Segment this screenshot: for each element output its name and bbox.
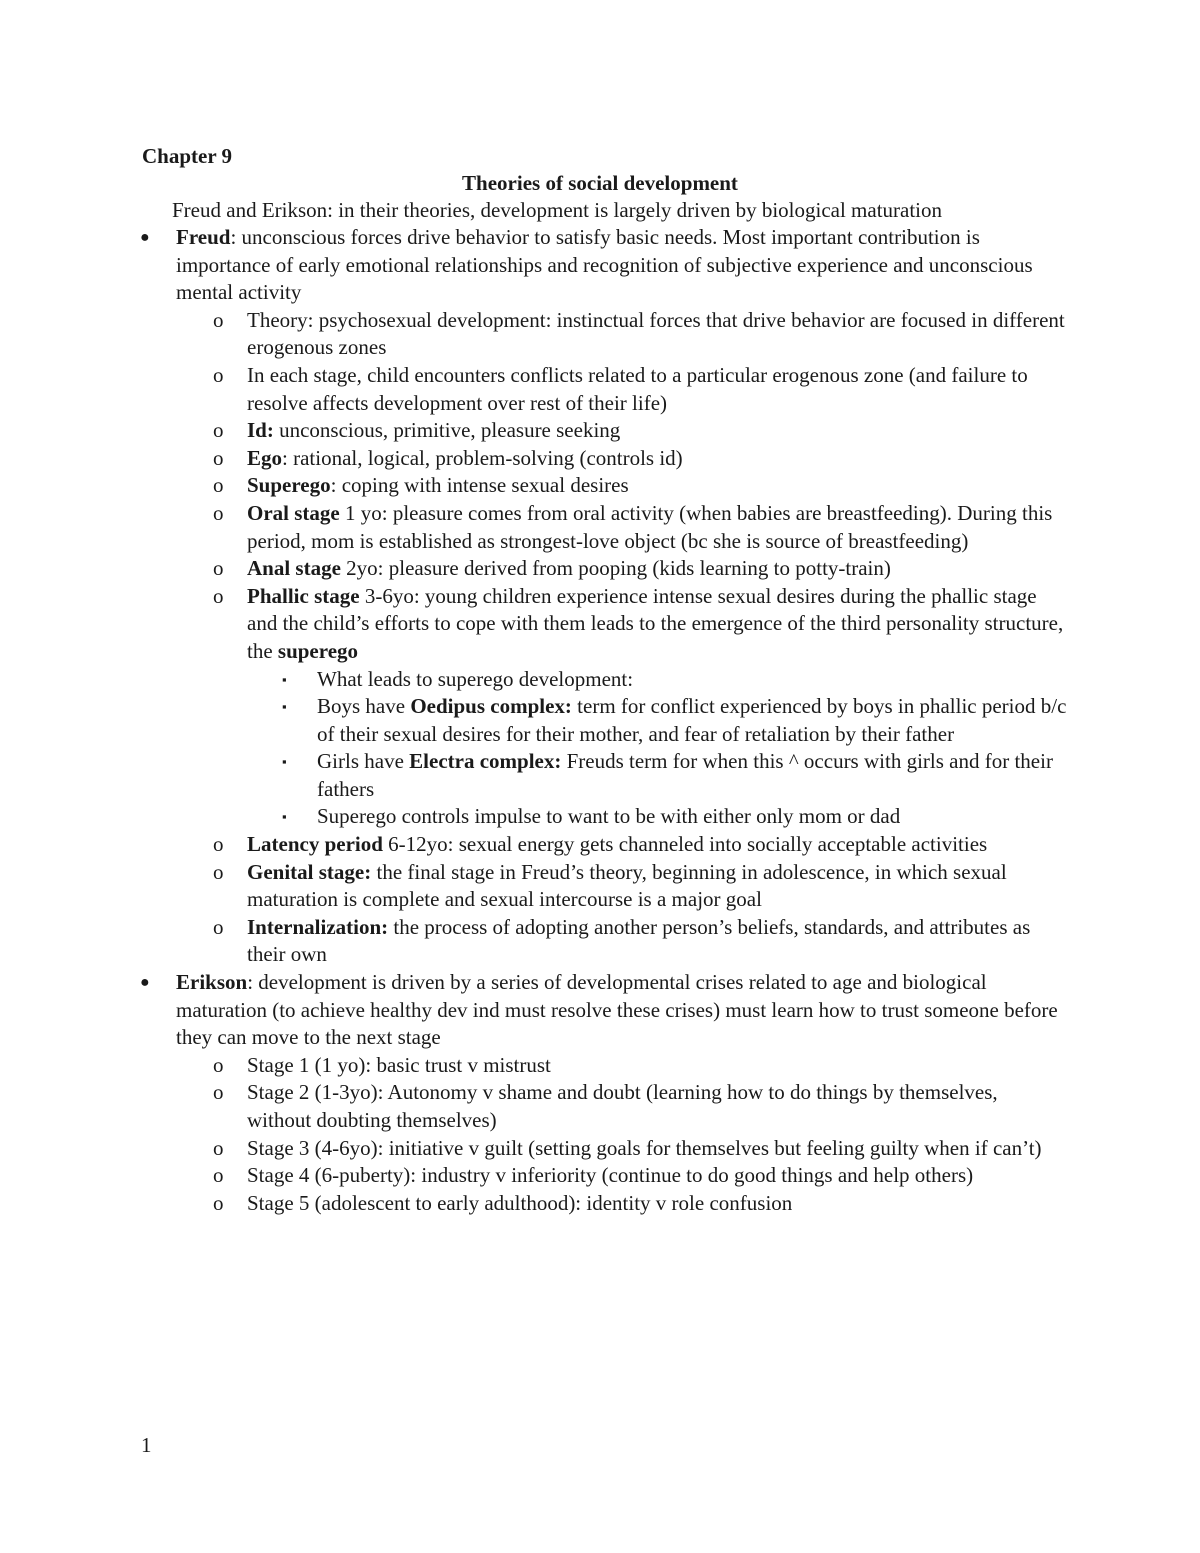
- bullet-marker: ●: [140, 229, 150, 246]
- circle-marker: o: [213, 583, 224, 608]
- item-text: the final stage in Freud’s theory, beginning in adolescence, in which sexual maturation is complete and sexual intercourse is a major goal: [247, 859, 1007, 912]
- item-text: What leads to superego development:: [317, 666, 634, 691]
- list-item: [0, 914, 1067, 969]
- item-text: : rational, logical, problem-solving (controls id): [282, 445, 683, 470]
- item-text: term for conflict experienced by boys in phallic period b/c of their sexual desires for their mother, and fear of retaliation by their father: [317, 694, 1067, 746]
- term-superego: Superego: [247, 473, 331, 498]
- square-marker: ▪: [282, 809, 287, 825]
- list-item: [0, 1162, 1067, 1190]
- circle-marker: o: [213, 362, 224, 387]
- item-text: Theory: psychosexual development: instinctual forces that drive behavior are focused in different erogenous zones: [247, 307, 1065, 360]
- circle-marker: o: [213, 1190, 224, 1215]
- list-item: [0, 362, 1067, 417]
- item-text: Stage 4 (6-puberty): industry v inferiority (continue to do good things and help others): [247, 1163, 974, 1188]
- sub-list-item: [0, 666, 1067, 694]
- bullet-marker: ●: [140, 974, 150, 992]
- circle-marker: o: [213, 859, 224, 884]
- sub-list-item: [0, 693, 1067, 748]
- circle-marker: o: [213, 1052, 224, 1077]
- term-genital-stage: Genital stage:: [247, 859, 372, 884]
- square-marker: ▪: [282, 754, 287, 770]
- outline: [0, 224, 1200, 1217]
- page-title: Theories of social development: [462, 171, 738, 195]
- freud-description: : unconscious forces drive behavior to satisfy basic needs. Most important contribution is importance of early emotional relationships and recognition of subjective experience and unconscious mental activity: [176, 225, 1033, 305]
- list-item: [0, 417, 1067, 445]
- square-marker: ▪: [282, 671, 287, 687]
- circle-marker: o: [213, 418, 224, 443]
- term-internalization: Internalization:: [247, 914, 389, 939]
- circle-marker: o: [213, 556, 224, 581]
- item-text: Freuds term for when this ^ occurs with girls and for their fathers: [317, 749, 1053, 801]
- term-latency-period: Latency period: [247, 832, 383, 857]
- term-oedipus-complex: Oedipus complex:: [410, 694, 572, 719]
- item-text: 3-6yo: young children experience intense sexual desires during the phallic stage and the child’s efforts to cope with them leads to the emergence of the third personality structure, the: [247, 583, 1064, 663]
- page-number: 1: [141, 1433, 152, 1457]
- list-item: [0, 1079, 1067, 1134]
- sub-list-item: [0, 803, 1067, 831]
- item-prefix: Boys have: [317, 694, 411, 719]
- item-text: 1 yo: pleasure comes from oral activity (when babies are breastfeeding). During this period, mom is established as strongest-love object (bc she is source of breastfeeding): [247, 500, 1053, 553]
- erikson-description: : development is driven by a series of developmental crises related to age and biological maturation (to achieve healthy dev ind must resolve these crises) must learn how to trust someone before they can move to the next stage: [176, 970, 1058, 1050]
- term-phallic-stage: Phallic stage: [247, 583, 360, 608]
- term-freud: Freud: [176, 225, 231, 249]
- item-text: Stage 1 (1 yo): basic trust v mistrust: [247, 1052, 551, 1077]
- chapter-heading: Chapter 9: [142, 144, 233, 168]
- intro-line: Freud and Erikson: in their theories, development is largely driven by biological maturation: [172, 198, 943, 222]
- list-item-erikson: [0, 969, 1066, 1052]
- list-item: [0, 555, 1067, 583]
- item-text: Stage 5 (adolescent to early adulthood): identity v role confusion: [247, 1190, 793, 1215]
- list-item: [0, 1190, 1067, 1218]
- list-item: [0, 500, 1067, 555]
- list-item: [0, 583, 1067, 666]
- circle-marker: o: [213, 1080, 224, 1105]
- list-item: [0, 859, 1067, 914]
- circle-marker: o: [213, 832, 224, 857]
- circle-marker: o: [213, 473, 224, 498]
- item-text: In each stage, child encounters conflicts related to a particular erogenous zone (and failure to resolve affects development over rest of their life): [247, 362, 1028, 415]
- term-erikson: Erikson: [176, 970, 248, 995]
- term-id: Id:: [247, 418, 274, 443]
- list-item: [0, 1052, 1067, 1080]
- item-text: Stage 3 (4-6yo): initiative v guilt (setting goals for themselves but feeling guilty when if can’t): [247, 1135, 1042, 1160]
- item-text: unconscious, primitive, pleasure seeking: [273, 418, 621, 443]
- term-ego: Ego: [247, 445, 283, 470]
- sub-list-item: [0, 748, 1067, 803]
- item-text: : coping with intense sexual desires: [330, 473, 629, 498]
- term-superego-inline: superego: [277, 638, 359, 663]
- item-text: Superego controls impulse to want to be with either only mom or dad: [317, 804, 901, 829]
- circle-marker: o: [213, 914, 224, 939]
- list-item: [0, 472, 1067, 500]
- item-text: Stage 2 (1-3yo): Autonomy v shame and doubt (learning how to do things by themselves, without doubting themselves): [247, 1080, 998, 1132]
- list-item: [0, 831, 1067, 859]
- circle-marker: o: [213, 445, 224, 470]
- list-item-freud: [0, 224, 1066, 307]
- item-text: 6-12yo: sexual energy gets channeled into socially acceptable activities: [382, 832, 988, 857]
- list-item: [0, 307, 1067, 362]
- item-prefix: Girls have: [317, 749, 410, 774]
- circle-marker: o: [213, 1163, 224, 1188]
- circle-marker: o: [213, 500, 224, 525]
- square-marker: ▪: [282, 699, 287, 715]
- list-item: [0, 1135, 1067, 1163]
- term-anal-stage: Anal stage: [247, 556, 341, 581]
- list-item: [0, 445, 1067, 473]
- item-text: 2yo: pleasure derived from pooping (kids learning to potty-train): [340, 556, 891, 581]
- term-electra-complex: Electra complex:: [409, 749, 562, 774]
- item-text: the process of adopting another person’s beliefs, standards, and attributes as their own: [247, 914, 1031, 967]
- term-oral-stage: Oral stage: [247, 500, 340, 525]
- circle-marker: o: [213, 307, 224, 332]
- circle-marker: o: [213, 1135, 224, 1160]
